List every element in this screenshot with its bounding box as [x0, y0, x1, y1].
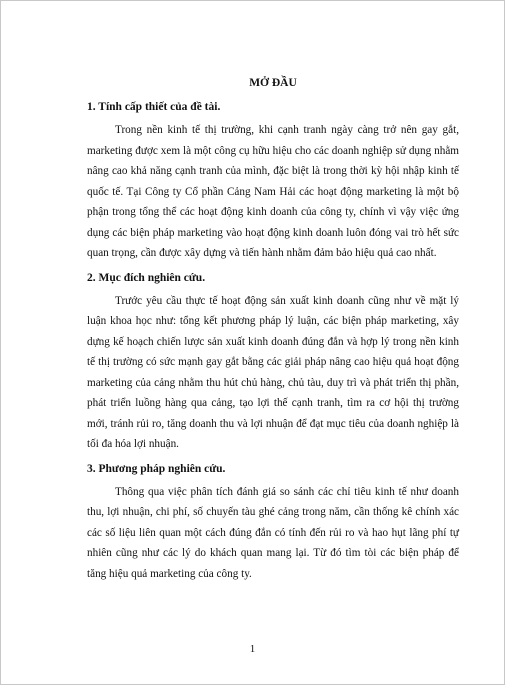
section-methods: [87, 461, 459, 585]
section-urgency: [87, 99, 459, 264]
section-paragraph: Trước yêu cầu thực tế hoạt động sản xuất kinh doanh cũng như về mặt lý luận khoa học như: tổng kết phương pháp lý luận, các biện pháp marketing, xây dựng kế hoạch chiến lược sản xuất kinh doanh đúng đắn và hợp lý trong nền kinh tế thị trường có sức mạnh gay gắt bằng các giải pháp nâng cao hiệu quả hoạt động marketing của cảng nhằm thu hút chủ hàng, chủ tàu, duy trì và phát triển thị phần, phát triển luồng hàng qua cảng, tạo lợi thế cạnh tranh, tìm ra cơ hội thị trường mới, tránh rủi ro, tăng doanh thu và lợi nhuận để đạt mục tiêu của doanh nghiệp là tối đa hóa lợi nhuận.: [87, 294, 459, 450]
page-content: [87, 75, 459, 590]
section-heading: 3. Phương pháp nghiên cứu.: [87, 462, 226, 475]
section-paragraph: Trong nền kinh tế thị trường, khi cạnh tranh ngày càng trở nên gay gắt, marketing được xem là một công cụ hữu hiệu cho các doanh nghiệp sử dụng nhằm nâng cao khả năng cạnh tranh của mình, đặc biệt là trong thời kỳ hội nhập kinh tế quốc tế. Tại Công ty Cổ phần Cảng Nam Hải các hoạt động marketing là một bộ phận trong tổng thể các hoạt động kinh doanh của công ty, chính vì vậy việc ứng dụng các biện pháp marketing vào hoạt động kinh doanh luôn đóng vai trò hết sức quan trọng, cần được xây dựng và tiến hành nhằm đảm bảo hiệu quả cao nhất.: [87, 124, 459, 259]
section-purpose: [87, 270, 459, 455]
section-paragraph: Thông qua việc phân tích đánh giá so sánh các chỉ tiêu kinh tế như doanh thu, lợi nhuận, chi phí, số chuyến tàu ghé cảng trong năm, cần thống kê chính xác các số liệu liên quan một cách đúng đắn có tính đến rủi ro và hao hụt lãng phí tự nhiên cũng như các lý do khách quan mang lại. Từ đó tìm tòi các biện pháp để tăng hiệu quả marketing của công ty.: [87, 485, 459, 580]
section-heading: 2. Mục đích nghiên cứu.: [87, 271, 206, 284]
page-number: 1: [249, 643, 256, 655]
document-title: MỞ ĐẦU: [249, 77, 297, 89]
section-heading: 1. Tính cấp thiết của đề tài.: [87, 101, 221, 113]
